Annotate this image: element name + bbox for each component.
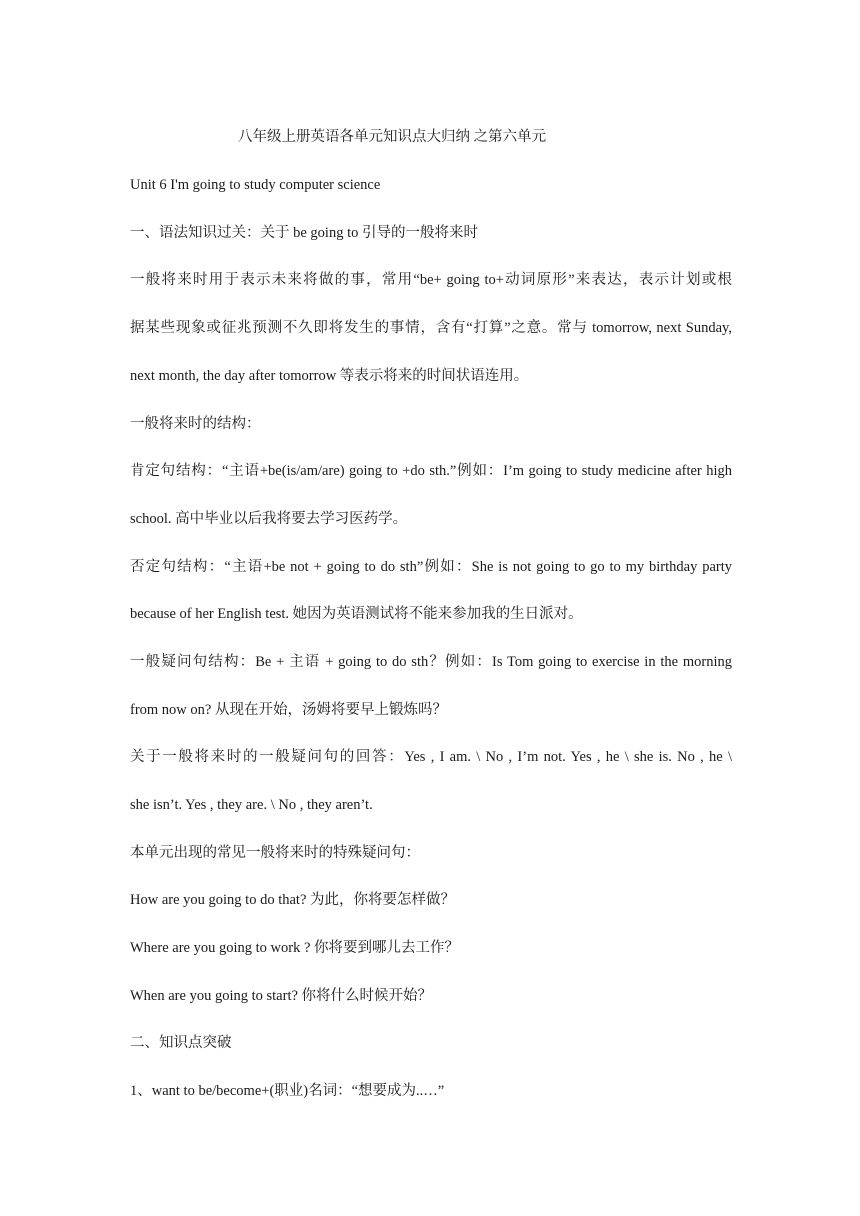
paragraph-line: 据某些现象或征兆预测不久即将发生的事情，含有“打算”之意。常与 tomorrow, next Sunday, [130,320,732,336]
special-question-line: How are you going to do that? 为此，你将要怎样做？ [130,892,456,908]
question-structure-line: 一般疑问句结构：Be + 主语 + going to do sth？例如：Is Tom going to exercise in the morning [130,654,732,670]
answer-structure-line: 关于一般将来时的一般疑问句的回答：Yes , I am. \ No , I’m not. Yes , he \ she is. No , he \ [130,749,732,765]
negative-structure-line: 否定句结构：“主语+be not + going to do sth”例如：She is not going to go to my birthday party [130,559,732,575]
answer-example-line: she isn’t. Yes , they are. \ No , they aren’t. [130,797,373,813]
structure-heading: 一般将来时的结构： [130,416,261,432]
affirmative-example-line: school. 高中毕业以后我将要去学习医药学。 [130,511,408,527]
section-heading-grammar: 一、语法知识过关：关于 be going to 引导的一般将来时 [130,225,478,241]
document-title: 八年级上册英语各单元知识点大归纳 之第六单元 [238,129,547,145]
paragraph-line: next month, the day after tomorrow 等表示将来的时间状语连用。 [130,368,529,384]
question-example-line: from now on? 从现在开始，汤姆将要早上锻炼吗？ [130,702,447,718]
special-question-heading: 本单元出现的常见一般将来时的特殊疑问句： [130,845,420,861]
paragraph-line: 一般将来时用于表示未来将做的事，常用“be+ going to+动词原形”来表达，表示计划或根 [130,272,732,288]
knowledge-point-line: 1、want to be/become+(职业)名词：“想要成为..…” [130,1083,445,1099]
special-question-line: When are you going to start? 你将什么时候开始？ [130,988,433,1004]
section-heading-knowledge: 二、知识点突破 [130,1035,232,1051]
special-question-line: Where are you going to work ? 你将要到哪儿去工作？ [130,940,460,956]
affirmative-structure-line: 肯定句结构：“主语+be(is/am/are) going to +do sth.”例如：I’m going to study medicine after high [130,463,732,479]
negative-example-line: because of her English test. 她因为英语测试将不能来参加我的生日派对。 [130,606,583,622]
unit-heading: Unit 6 I'm going to study computer science [130,177,381,193]
